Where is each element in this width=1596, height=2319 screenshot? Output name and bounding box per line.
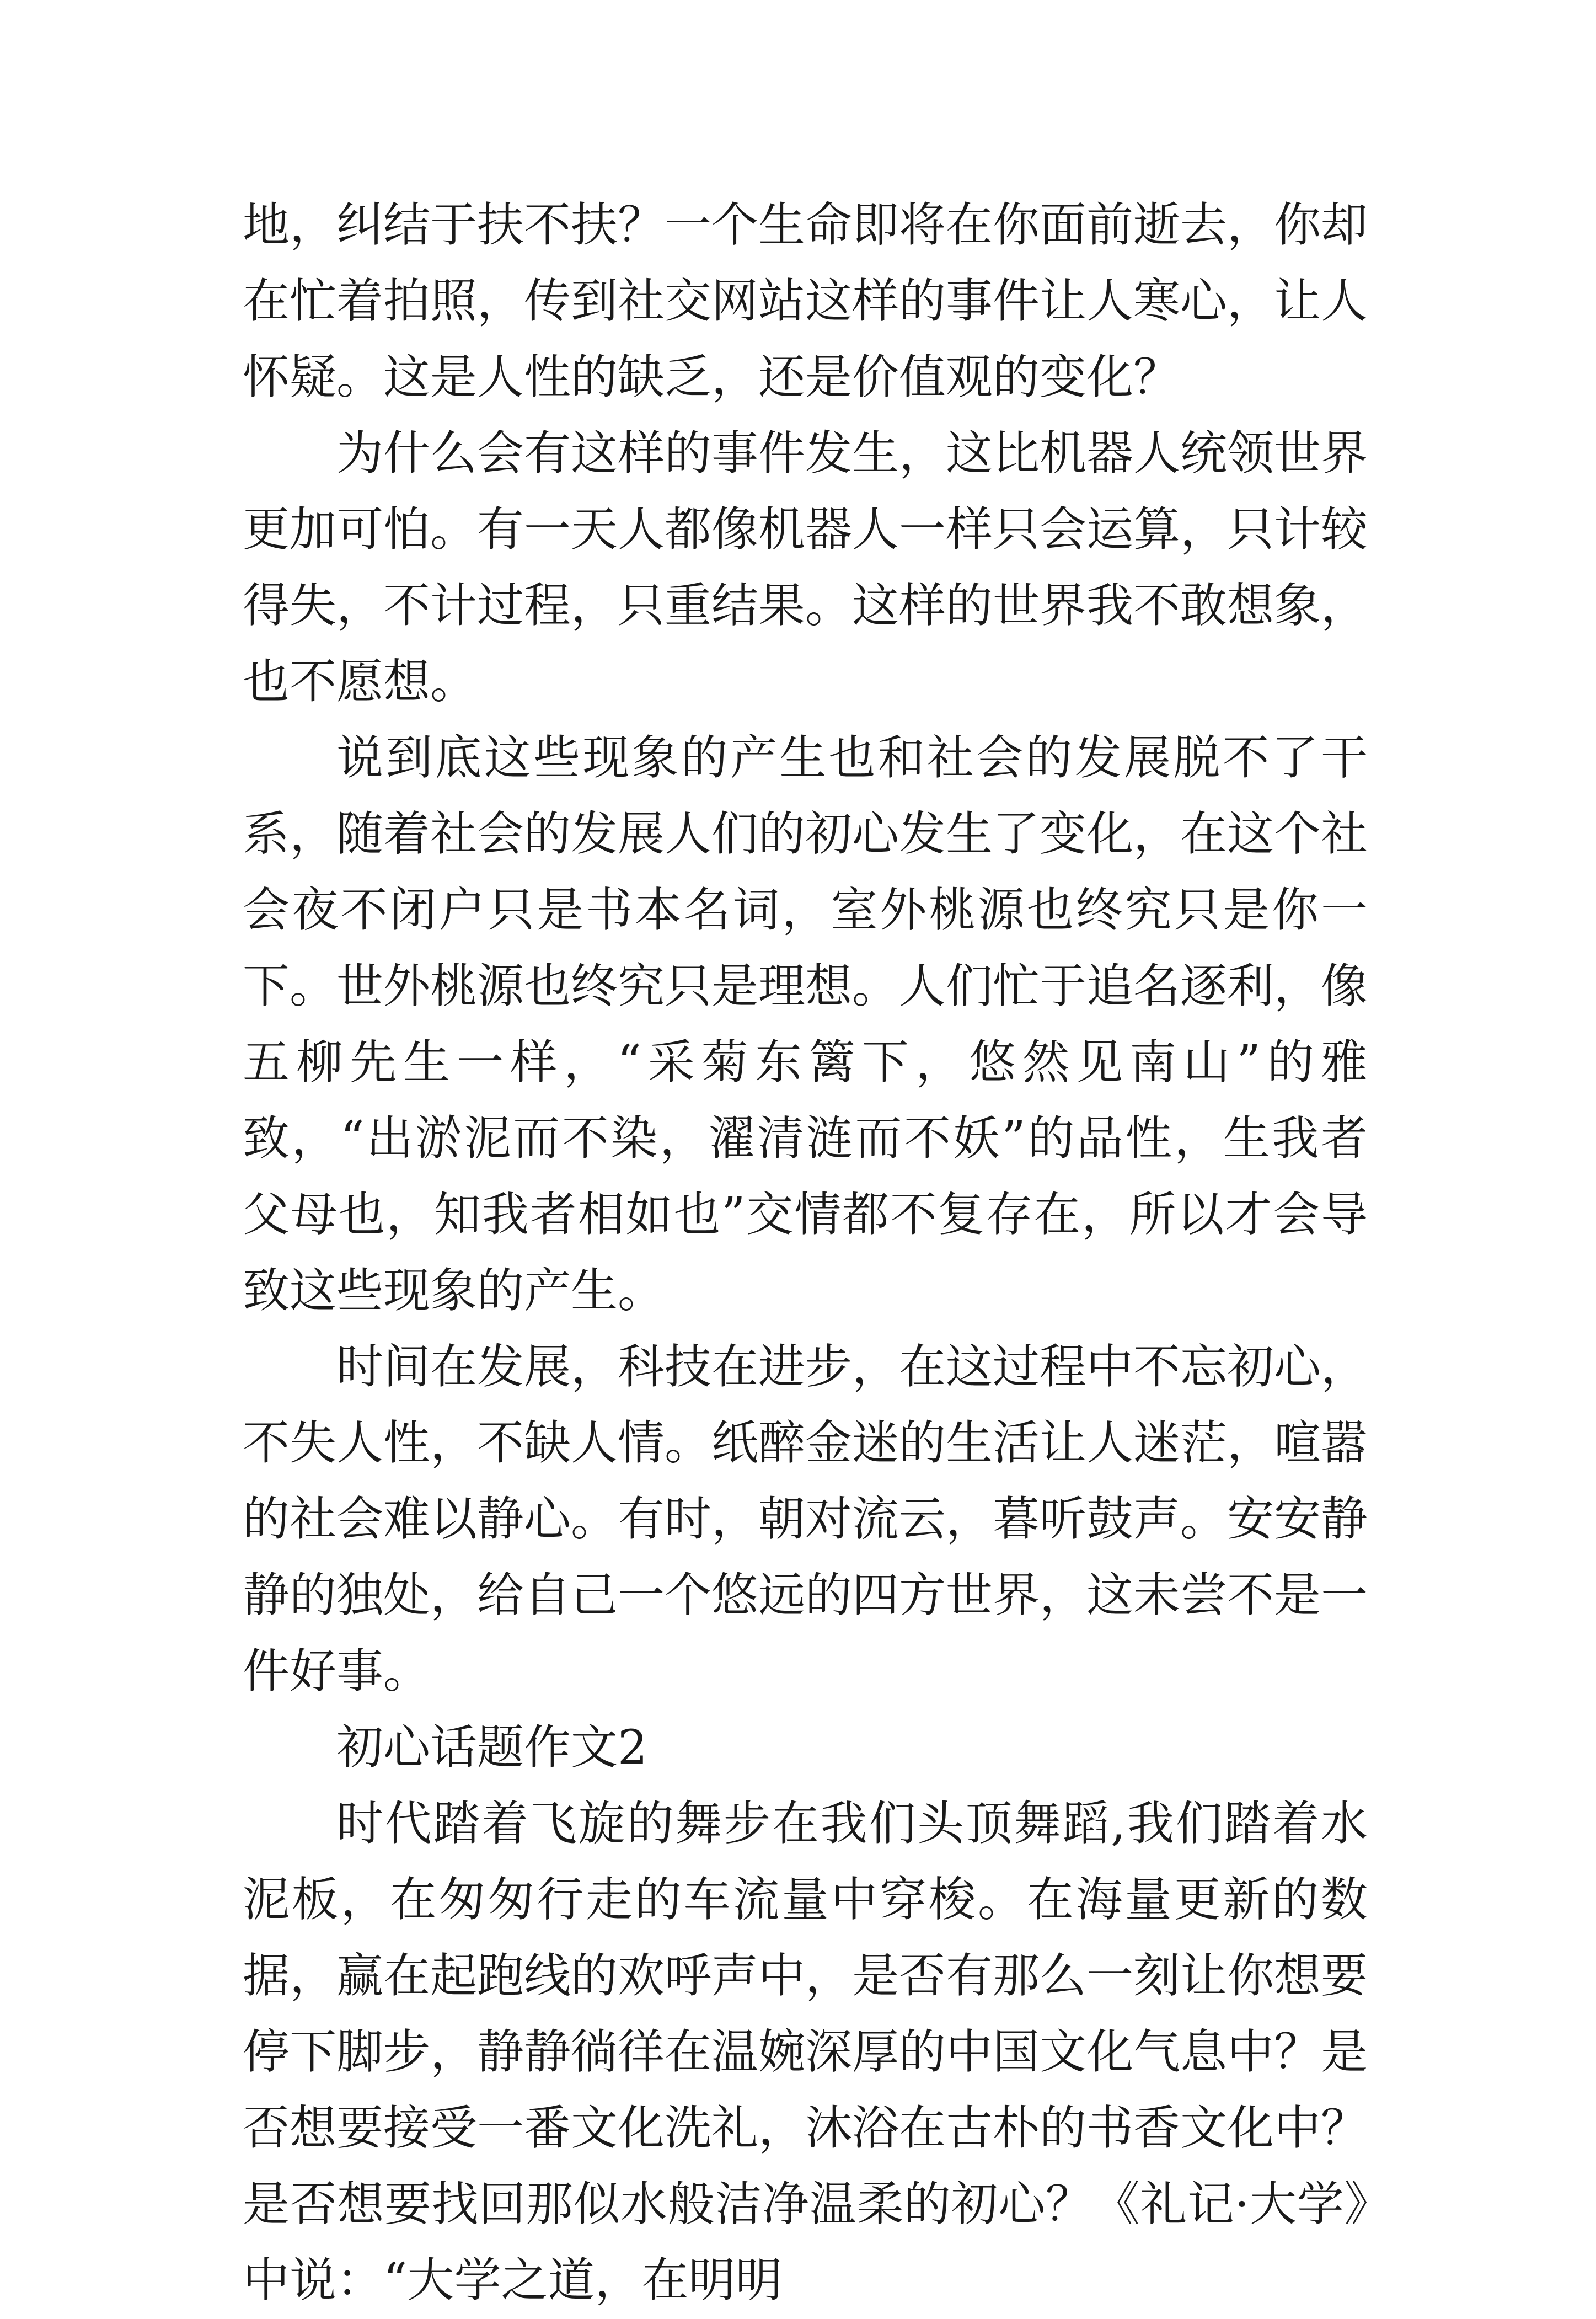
- paragraph-4: 时间在发展，科技在进步，在这过程中不忘初心，不失人性，不缺人情。纸醉金迷的生活让人迷茫，喧嚣的社会难以静心。有时，朝对流云，暮听鼓声。安安静静的独处，给自己一个悠远的四方世界，这未尝不是一件好事。: [243, 1340, 1368, 1699]
- paragraph-5: 时代踏着飞旋的舞步在我们头顶舞蹈,我们踏着水泥板，在匆匆行走的车流量中穿梭。在海量更新的数据，赢在起跑线的欢呼声中，是否有那么一刻让你想要停下脚步，静静徜徉在温婉深厚的中国文化气息中？是否想要接受一番文化洗礼，沐浴在古朴的书香文化中？是否想要找回那似水般洁净温柔的初心？《礼记·大学》中说：“大学之道，在明明: [243, 1797, 1368, 2308]
- paragraph-1: 地，纠结于扶不扶？一个生命即将在你面前逝去，你却在忙着拍照，传到社交网站这样的事件让人寒心，让人怀疑。这是人性的缺乏，还是价值观的变化？: [243, 198, 1368, 405]
- paragraph-3: 说到底这些现象的产生也和社会的发展脱不了干系，随着社会的发展人们的初心发生了变化，在这个社会夜不闭户只是书本名词，室外桃源也终究只是你一下。世外桃源也终究只是理想。人们忙于追名逐利，像五柳先生一样，“采菊东篱下，悠然见南山”的雅致，“出淤泥而不染，濯清涟而不妖”的品性，生我者父母也，知我者相如也”交情都不复存在，所以才会导致这些现象的产生。: [243, 731, 1368, 1318]
- section-heading: 初心话题作文2: [336, 1720, 648, 1775]
- document-body: [243, 188, 1368, 2319]
- paragraph-2: 为什么会有这样的事件发生，这比机器人统领世界更加可怕。有一天人都像机器人一样只会运算，只计较得失，不计过程，只重结果。这样的世界我不敢想象，也不愿想。: [243, 426, 1368, 709]
